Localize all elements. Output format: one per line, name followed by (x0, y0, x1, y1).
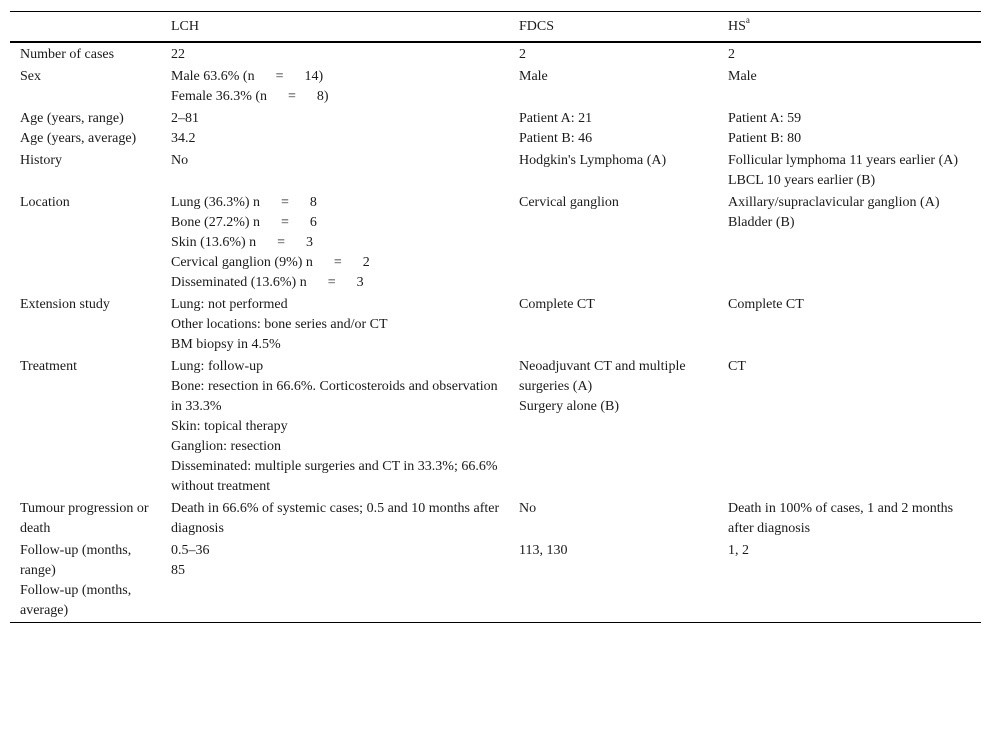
hs-cell (718, 192, 981, 294)
lch-cell (161, 150, 509, 192)
comparison-table (10, 11, 981, 623)
lch-cell (161, 294, 509, 356)
table-row (10, 42, 981, 66)
cell-text-line: No (171, 153, 189, 168)
lch-cell (161, 42, 509, 66)
cell-text-line: History (20, 153, 62, 168)
cell-text-line: Tumour progression or death (20, 501, 149, 536)
fdcs-cell (509, 294, 718, 356)
cell-text-line: Complete CT (519, 297, 595, 312)
hs-cell (718, 294, 981, 356)
cell-text-line: Follow-up (months, range) (20, 543, 132, 578)
lch-cell (161, 540, 509, 623)
hs-cell (718, 150, 981, 192)
cell-text-line: 2–81 (171, 111, 199, 126)
header-cell-fdcs: FDCS (509, 12, 718, 43)
row-label-cell (10, 540, 161, 623)
table-row (10, 150, 981, 192)
cell-text-line: Number of cases (20, 47, 115, 62)
table-row (10, 294, 981, 356)
cell-text-line: Male (728, 69, 757, 84)
cell-text-line: Patient A: 21 (519, 111, 593, 126)
cell-text-line: 113, 130 (519, 543, 568, 558)
table-header (10, 12, 981, 43)
cell-text-line: Bone (27.2%) n = 6 (171, 215, 317, 230)
lch-cell (161, 66, 509, 108)
cell-text-line: Patient B: 46 (519, 131, 593, 146)
cell-text-line: Death in 66.6% of systemic cases; 0.5 and 10 months after diagnosis (171, 501, 500, 536)
cell-text-line: No (519, 501, 537, 516)
cell-text-line: BM biopsy in 4.5% (171, 337, 281, 352)
cell-text-line: 2 (519, 47, 526, 62)
cell-text-line: Neoadjuvant CT and multiple surgeries (A) (519, 359, 686, 394)
table-row (10, 540, 981, 623)
cell-text-line: Surgery alone (B) (519, 399, 620, 414)
header-cell-hs (718, 12, 981, 43)
cell-text-line: Lung: not performed (171, 297, 288, 312)
cell-text-line: Sex (20, 69, 41, 84)
hs-cell (718, 498, 981, 540)
header-hs-text: HS (728, 19, 746, 34)
row-label-cell (10, 294, 161, 356)
cell-text-line: Skin: topical therapy (171, 419, 288, 434)
cell-text-line: Bladder (B) (728, 215, 795, 230)
footnote-marker: a (745, 15, 750, 26)
cell-text-line: Male 63.6% (n = 14) (171, 69, 324, 84)
row-label-cell (10, 42, 161, 66)
lch-cell (161, 498, 509, 540)
fdcs-cell (509, 540, 718, 623)
cell-text-line: 34.2 (171, 131, 196, 146)
table-row (10, 192, 981, 294)
hs-cell (718, 540, 981, 623)
cell-text-line: Treatment (20, 359, 78, 374)
table-row (10, 498, 981, 540)
fdcs-cell (509, 42, 718, 66)
fdcs-cell (509, 356, 718, 498)
row-label-cell (10, 498, 161, 540)
row-label-cell (10, 356, 161, 498)
cell-text-line: Hodgkin's Lymphoma (A) (519, 153, 667, 168)
fdcs-cell (509, 150, 718, 192)
cell-text-line: Disseminated: multiple surgeries and CT in 33.3%; 66.6% without treatment (171, 459, 498, 494)
header-row (10, 12, 981, 43)
cell-text-line: Ganglion: resection (171, 439, 282, 454)
table-body (10, 42, 981, 623)
lch-cell (161, 192, 509, 294)
cell-text-line: Cervical ganglion (9%) n = 2 (171, 255, 370, 270)
cell-text-line: 0.5–36 (171, 543, 210, 558)
cell-text-line: Cervical ganglion (519, 195, 619, 210)
cell-text-line: Patient B: 80 (728, 131, 802, 146)
cell-text-line: Location (20, 195, 70, 210)
cell-text-line: Age (years, range) (20, 111, 124, 126)
table-row (10, 356, 981, 498)
cell-text-line: Lung (36.3%) n = 8 (171, 195, 317, 210)
row-label-cell (10, 108, 161, 150)
row-label-cell (10, 66, 161, 108)
cell-text-line: 2 (728, 47, 735, 62)
cell-text-line: CT (728, 359, 746, 374)
cell-text-line: Patient A: 59 (728, 111, 802, 126)
cell-text-line: Bone: resection in 66.6%. Corticosteroids and observation in 33.3% (171, 379, 498, 414)
cell-text-line: Follow-up (months, average) (20, 583, 132, 618)
cell-text-line: Axillary/supraclavicular ganglion (A) (728, 195, 940, 210)
header-cell-empty (10, 12, 161, 43)
cell-text-line: Skin (13.6%) n = 3 (171, 235, 314, 250)
cell-text-line: 1, 2 (728, 543, 749, 558)
cell-text-line: 85 (171, 563, 185, 578)
row-label-cell (10, 150, 161, 192)
cell-text-line: Complete CT (728, 297, 804, 312)
cell-text-line: Extension study (20, 297, 110, 312)
lch-cell (161, 108, 509, 150)
cell-text-line: Female 36.3% (n = 8) (171, 89, 329, 104)
cell-text-line: Death in 100% of cases, 1 and 2 months after diagnosis (728, 501, 954, 536)
cell-text-line: Lung: follow-up (171, 359, 264, 374)
table-row (10, 108, 981, 150)
fdcs-cell (509, 498, 718, 540)
header-cell-lch: LCH (161, 12, 509, 43)
fdcs-cell (509, 66, 718, 108)
fdcs-cell (509, 108, 718, 150)
cell-text-line: Other locations: bone series and/or CT (171, 317, 388, 332)
cell-text-line: Age (years, average) (20, 131, 137, 146)
cell-text-line: 22 (171, 47, 185, 62)
row-label-cell (10, 192, 161, 294)
fdcs-cell (509, 192, 718, 294)
cell-text-line: Male (519, 69, 548, 84)
cell-text-line: LBCL 10 years earlier (B) (728, 173, 876, 188)
table-row (10, 66, 981, 108)
hs-cell (718, 66, 981, 108)
hs-cell (718, 356, 981, 498)
hs-cell (718, 42, 981, 66)
lch-cell (161, 356, 509, 498)
cell-text-line: Follicular lymphoma 11 years earlier (A) (728, 153, 959, 168)
cell-text-line: Disseminated (13.6%) n = 3 (171, 275, 364, 290)
hs-cell (718, 108, 981, 150)
